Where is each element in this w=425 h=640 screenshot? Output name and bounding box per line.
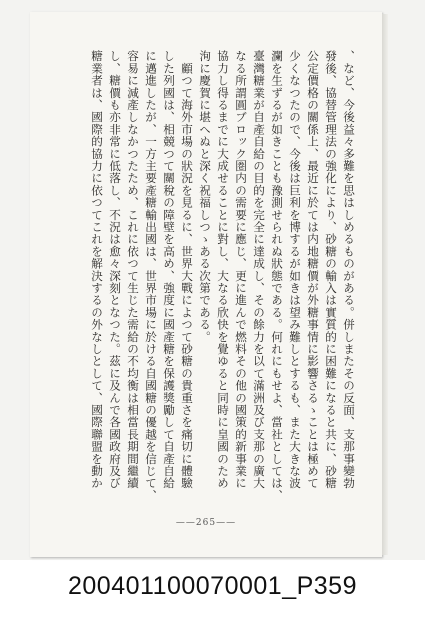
page-edge [382, 14, 388, 555]
text-column: 發後、協替管理法の強化により、砂糖の輸入は實質的に困難になると共に、砂糖 [324, 50, 338, 490]
image-id-caption: 200401100070001_P359 [68, 572, 357, 600]
text-column: 臺灣糖業が自產自給の目的を完全に達成し、その餘力を以て滿洲及び支那の廣大 [252, 50, 266, 490]
text-column: し、糖價も亦非常に低落し、不況は愈々深刻となつた。茲に及んで各國政府及び [108, 50, 122, 490]
text-column: 公定價格の關係上、最近に於ては内地糖價が外糖事情に影響さるゝことは極めて [306, 50, 320, 490]
text-column: 、など、今後益々多難を思はしめるものがある。併しまたその反面、支那事變勃 [342, 50, 356, 490]
text-column: なる所謂圓ブロック圏内の需要に應じ、更に進んで燃料その他の國策的新事業に [234, 50, 248, 490]
vertical-text-block [62, 50, 358, 510]
text-column: に邁進したが、一方主要產糖輸出國は、世界市場に於ける自國糖の優越を信じて、 [144, 50, 158, 502]
text-column: 糖業者は、國際的協力に依つてこれを解決するの外なしとして、國際聯盟を動か [90, 50, 104, 490]
page-number: ——265—— [175, 518, 237, 528]
text-column: 協力し得るまでに大成せることに對し、大なる欣快を覺ゆると同時に皇國のため [216, 50, 230, 490]
text-column: 瀾を生ずるが如きことも豫測せられぬ狀態である。何れにもせよ、當社としては、 [270, 50, 284, 502]
text-column: 容易に減產しなかつたため、これに依つて生じた需給の不均衡は相當長期間繼續 [126, 50, 140, 490]
text-column: 少くなつたので、今後は巨利を博するが如きは望み難しとするも、また大きな波 [288, 50, 302, 490]
text-column: した列國は、相競つて關稅の障壁を高め、強度に國產糖を保護獎勵して自產自給 [162, 50, 176, 490]
text-column: 洵に慶賀に堪へぬと深く祝福しつゝある次第である。 [198, 50, 212, 343]
text-column: 顧つて海外市場の狀況を見るに、世界大戰によつて砂糖の貴重さを痛切に體驗 [180, 50, 194, 490]
